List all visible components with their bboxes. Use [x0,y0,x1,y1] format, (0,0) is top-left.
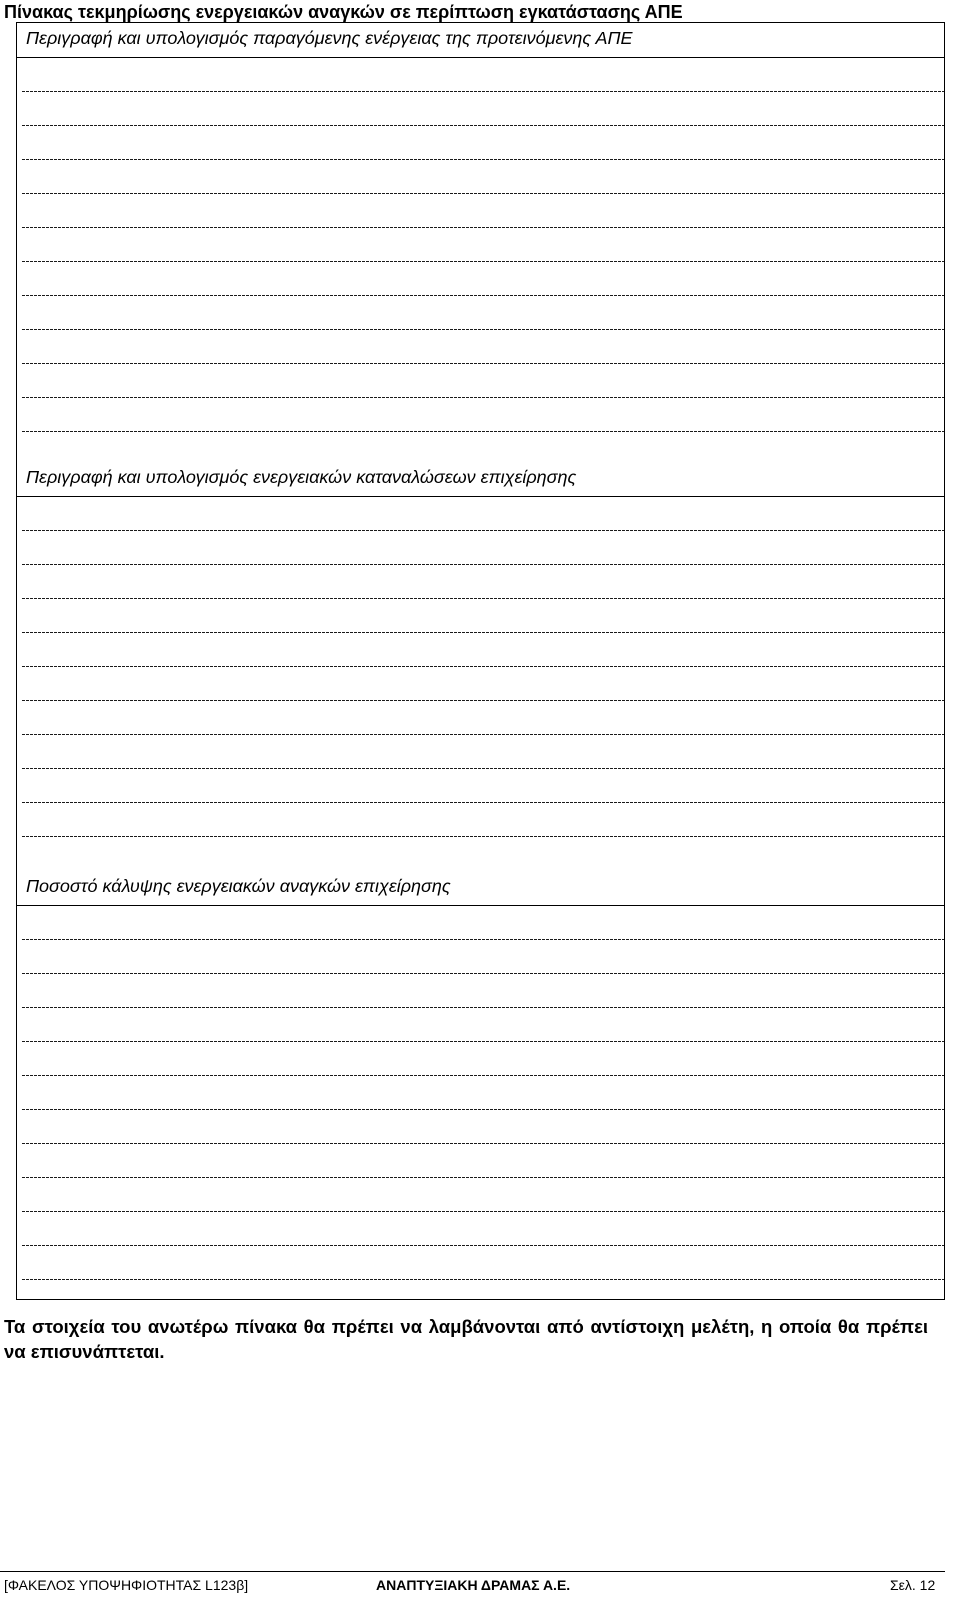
section-heading: Ποσοστό κάλυψης ενεργειακών αναγκών επιχείρησης [17,871,944,906]
blank-fill-line [22,1076,944,1110]
blank-fill-line [22,1008,944,1042]
blank-fill-line [22,497,944,531]
blank-fill-line [22,262,944,296]
blank-fill-line [22,1212,944,1246]
blank-fill-line [22,398,944,432]
page-footer [0,1577,960,1595]
blank-fill-line [22,906,944,940]
footer-organization: ΑΝΑΠΤΥΞΙΑΚΗ ΔΡΑΜΑΣ Α.Ε. [376,1577,571,1593]
blank-fill-line [22,126,944,160]
blank-fill-line [22,735,944,769]
footer-folder-label: [ΦΑΚΕΛΟΣ ΥΠΟΨΗΦΙΟΤΗΤΑΣ L123β] [4,1577,249,1593]
blank-fill-line [22,1042,944,1076]
blank-fill-line [22,667,944,701]
blank-fill-line [22,160,944,194]
blank-lines-group [17,58,944,432]
blank-lines-group [17,497,944,837]
blank-fill-line [22,58,944,92]
blank-fill-line [22,364,944,398]
blank-fill-line [22,330,944,364]
blank-fill-line [22,803,944,837]
blank-fill-line [22,1144,944,1178]
blank-fill-line [22,194,944,228]
section-coverage-percentage [17,871,944,1280]
blank-fill-line [22,974,944,1008]
blank-lines-group [17,906,944,1280]
blank-fill-line [22,701,944,735]
section-heading: Περιγραφή και υπολογισμός παραγόμενης ενέργειας της προτεινόμενης ΑΠΕ [17,23,944,58]
blank-fill-line [22,769,944,803]
blank-fill-line [22,940,944,974]
energy-needs-table [16,22,945,1300]
blank-fill-line [22,565,944,599]
section-heading: Περιγραφή και υπολογισμός ενεργειακών καταναλώσεων επιχείρησης [17,462,944,497]
blank-fill-line [22,1178,944,1212]
footer-page-number: Σελ. 12 [890,1577,936,1593]
blank-fill-line [22,228,944,262]
section-renewable-production [17,23,944,432]
footer-divider [0,1571,945,1572]
blank-fill-line [22,599,944,633]
study-attachment-note: Τα στοιχεία του ανωτέρω πίνακα θα πρέπει να λαμβάνονται από αντίστοιχη μελέτη, η οποία θα πρέπει να επισυνάπτεται. [4,1316,928,1362]
blank-fill-line [22,1246,944,1280]
blank-fill-line [22,92,944,126]
blank-fill-line [22,633,944,667]
blank-fill-line [22,296,944,330]
blank-fill-line [22,1110,944,1144]
blank-fill-line [22,531,944,565]
section-business-consumption [17,462,944,837]
page-title: Πίνακας τεκμηρίωσης ενεργειακών αναγκών σε περίπτωση εγκατάστασης ΑΠΕ [4,2,683,22]
